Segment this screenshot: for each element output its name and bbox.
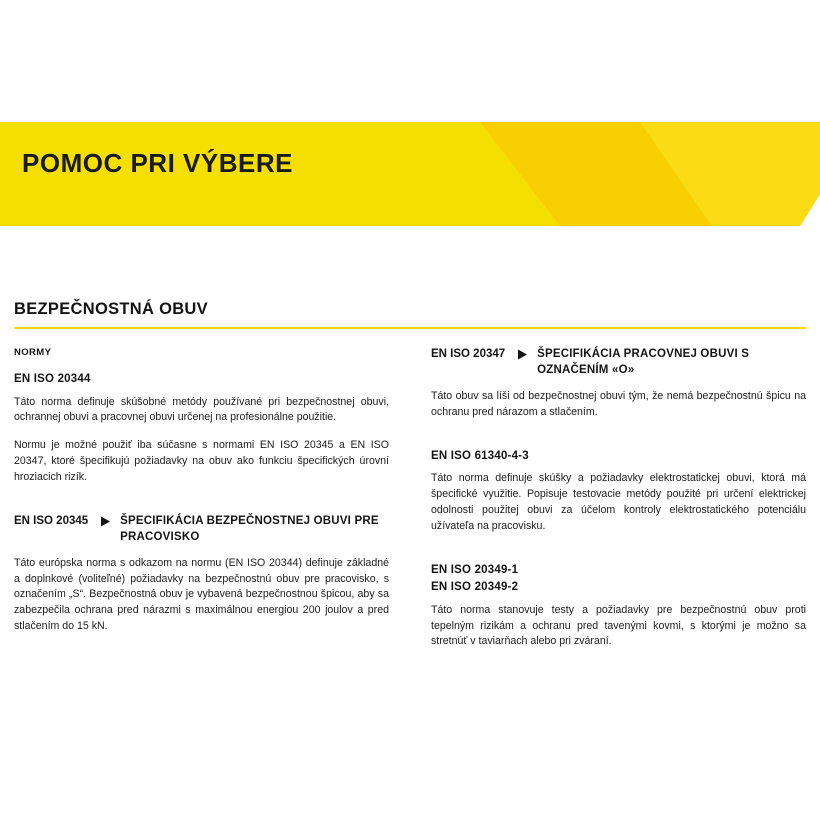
left-column-kicker: NORMY — [14, 347, 52, 358]
left-column — [14, 347, 389, 662]
standard-paragraph: Táto európska norma s odkazom na normu (EN ISO 20344) definuje základné a doplnkové (voliteľné) požiadavky na bezpečnostnú obuv pre pracovisko, s označením „S“. Bezpečnostná obuv je vybavená bezpečnostnou špicou, aby sa zabezpečila ochrana pred nárazmi s maximálnou energiou 200 joulov a pred stlačením do 15 kN. — [14, 556, 389, 633]
standard-paragraph: Normu je možné použiť iba súčasne s normami EN ISO 20345 a EN ISO 20347, ktoré špecifikujú požiadavky na obuv ako funkciu špecifických úrovní hroziacich rizík. — [14, 439, 389, 484]
section-title: BEZPEČNOSTNÁ OBUV — [14, 300, 208, 318]
page-title: POMOC PRI VÝBERE — [22, 148, 293, 178]
standard-code: EN ISO 20347 — [431, 348, 506, 360]
standard-block-20344 — [14, 372, 389, 486]
standard-subheading — [517, 347, 806, 379]
standard-code: EN ISO 20345 — [14, 514, 89, 527]
standard-block-20347 — [431, 347, 806, 421]
standard-heading-row — [431, 347, 806, 379]
spacer — [431, 547, 806, 563]
page-banner — [0, 122, 820, 226]
standard-code-secondary: EN ISO 20349-2 — [431, 581, 519, 594]
content-columns — [14, 347, 806, 662]
right-column — [431, 347, 806, 662]
standard-block-61340 — [431, 449, 806, 535]
standard-code: EN ISO 20349-1 — [431, 563, 519, 576]
standard-block-20349 — [431, 563, 806, 651]
standard-subheading-text: ŠPECIFIKÁCIA BEZPEČNOSTNEJ OBUVI PRE PRACOVISKO — [120, 514, 379, 543]
standard-code: EN ISO 20344 — [14, 373, 91, 385]
spacer — [431, 433, 806, 449]
section-header — [14, 300, 806, 329]
spacer — [14, 498, 389, 514]
standard-paragraph: Táto obuv sa líši od bezpečnostnej obuvi tým, že nemá bezpečnostnú špicu na ochranu pred nárazom a stlačením. — [431, 389, 806, 418]
spacer — [431, 379, 806, 389]
standard-block-20345 — [14, 514, 389, 635]
standard-paragraph: Táto norma stanovuje testy a požiadavky pre bezpečnostnú obuv proti tepelným rizikám a ochranu pred tavenými kovmi, s ktorými je možno sa stretnúť v taviarňach alebo pri zváraní. — [431, 603, 806, 648]
standard-paragraph: Táto norma definuje skúšky a požiadavky elektrostatickej obuvi, ktorá má špecifické využitie. Popisuje testovacie metódy použité pri určení elektrickej odolnosti použitej obuvi za účelom kontroly elektrostatického potenciálu užívateľa na pracovisku. — [431, 472, 806, 532]
standard-subheading-text: ŠPECIFIKÁCIA PRACOVNEJ OBUVI S OZNAČENÍM «O» — [537, 348, 750, 376]
standard-heading-row — [14, 514, 389, 546]
section-divider — [14, 327, 806, 329]
triangle-right-icon — [100, 516, 111, 527]
spacer — [14, 546, 389, 556]
triangle-right-icon — [517, 349, 528, 360]
standard-paragraph: Táto norma definuje skúšobné metódy používané pri bezpečnostnej obuvi, ochrannej obuvi a pracovnej obuvi určenej na profesionálne použitie. — [14, 395, 389, 424]
standard-subheading — [100, 514, 389, 546]
standard-code: EN ISO 61340-4-3 — [431, 449, 529, 462]
